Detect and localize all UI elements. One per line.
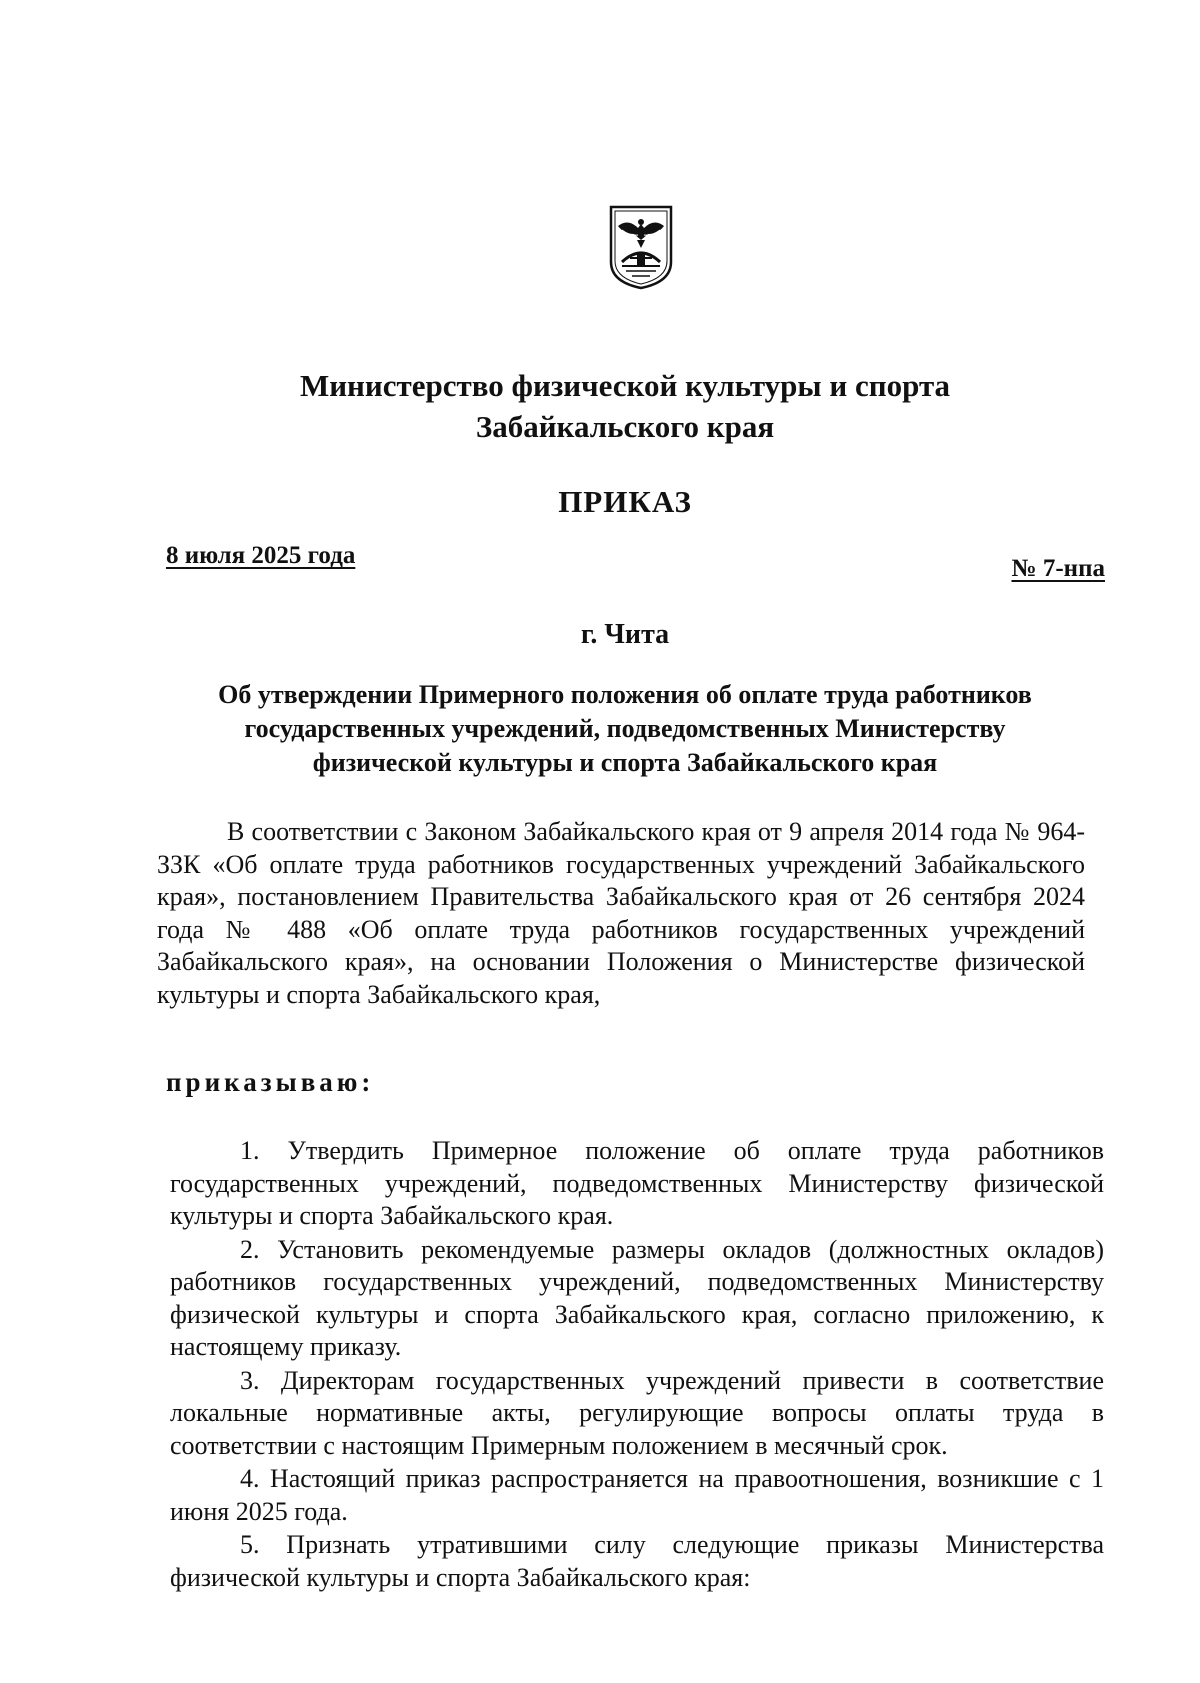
order-item-1: 1. Утвердить Примерное положение об оплате труда работников государственных учреждений, подведомственных Министерству физической культуры и спорта Забайкальского края. — [170, 1136, 1104, 1230]
preamble-paragraph — [157, 816, 1085, 1011]
preamble-text: В соответствии с Законом Забайкальского края от 9 апреля 2014 года № 964-ЗЗК «Об оплате труда работников государственных учреждений Забайкальского края», постановлением Правительства Забайкальского края от 26 сентября 2024 года № 488 «Об оплате труда работников государственных учреждений Забайкальского края», на основании Положения о Министерстве физической культуры и спорта Забайкальского края, — [157, 817, 1085, 1009]
document-number: № 7-нпа — [1011, 555, 1105, 582]
ministry-line-1: Министерство физической культуры и спорта — [299, 368, 951, 403]
order-items — [170, 1135, 1104, 1595]
title-line-1: Об утверждении Примерного положения об оплате труда работников — [218, 680, 1032, 709]
document-title — [150, 678, 1100, 780]
coat-of-arms-icon — [608, 204, 674, 290]
decree-word: приказываю: — [166, 1067, 375, 1097]
document-city: г. Чита — [580, 619, 670, 650]
title-line-3: физической культуры и спорта Забайкальского края — [312, 748, 938, 777]
document-type: ПРИКАЗ — [558, 484, 692, 519]
order-item-4: 4. Настоящий приказ распространяется на правоотношения, возникшие с 1 июня 2025 года. — [170, 1464, 1104, 1526]
order-item-5: 5. Признать утратившими силу следующие приказы Министерства физической культуры и спорта Забайкальского края: — [170, 1530, 1104, 1592]
ministry-name — [150, 365, 1100, 447]
document-date: 8 июля 2025 года — [166, 542, 356, 569]
ministry-line-2: Забайкальского края — [475, 409, 775, 444]
order-item-2: 2. Установить рекомендуемые размеры окладов (должностных окладов) работников государственных учреждений, подведомственных Министерству физической культуры и спорта Забайкальского края, согласно приложению, к настоящему приказу. — [170, 1234, 1104, 1361]
order-item-3: 3. Директорам государственных учреждений привести в соответствие локальные нормативные акты, регулирующие вопросы оплаты труда в соответствии с настоящим Примерным положением в месячный срок. — [170, 1365, 1104, 1460]
title-line-2: государственных учреждений, подведомственных Министерству — [244, 714, 1006, 743]
